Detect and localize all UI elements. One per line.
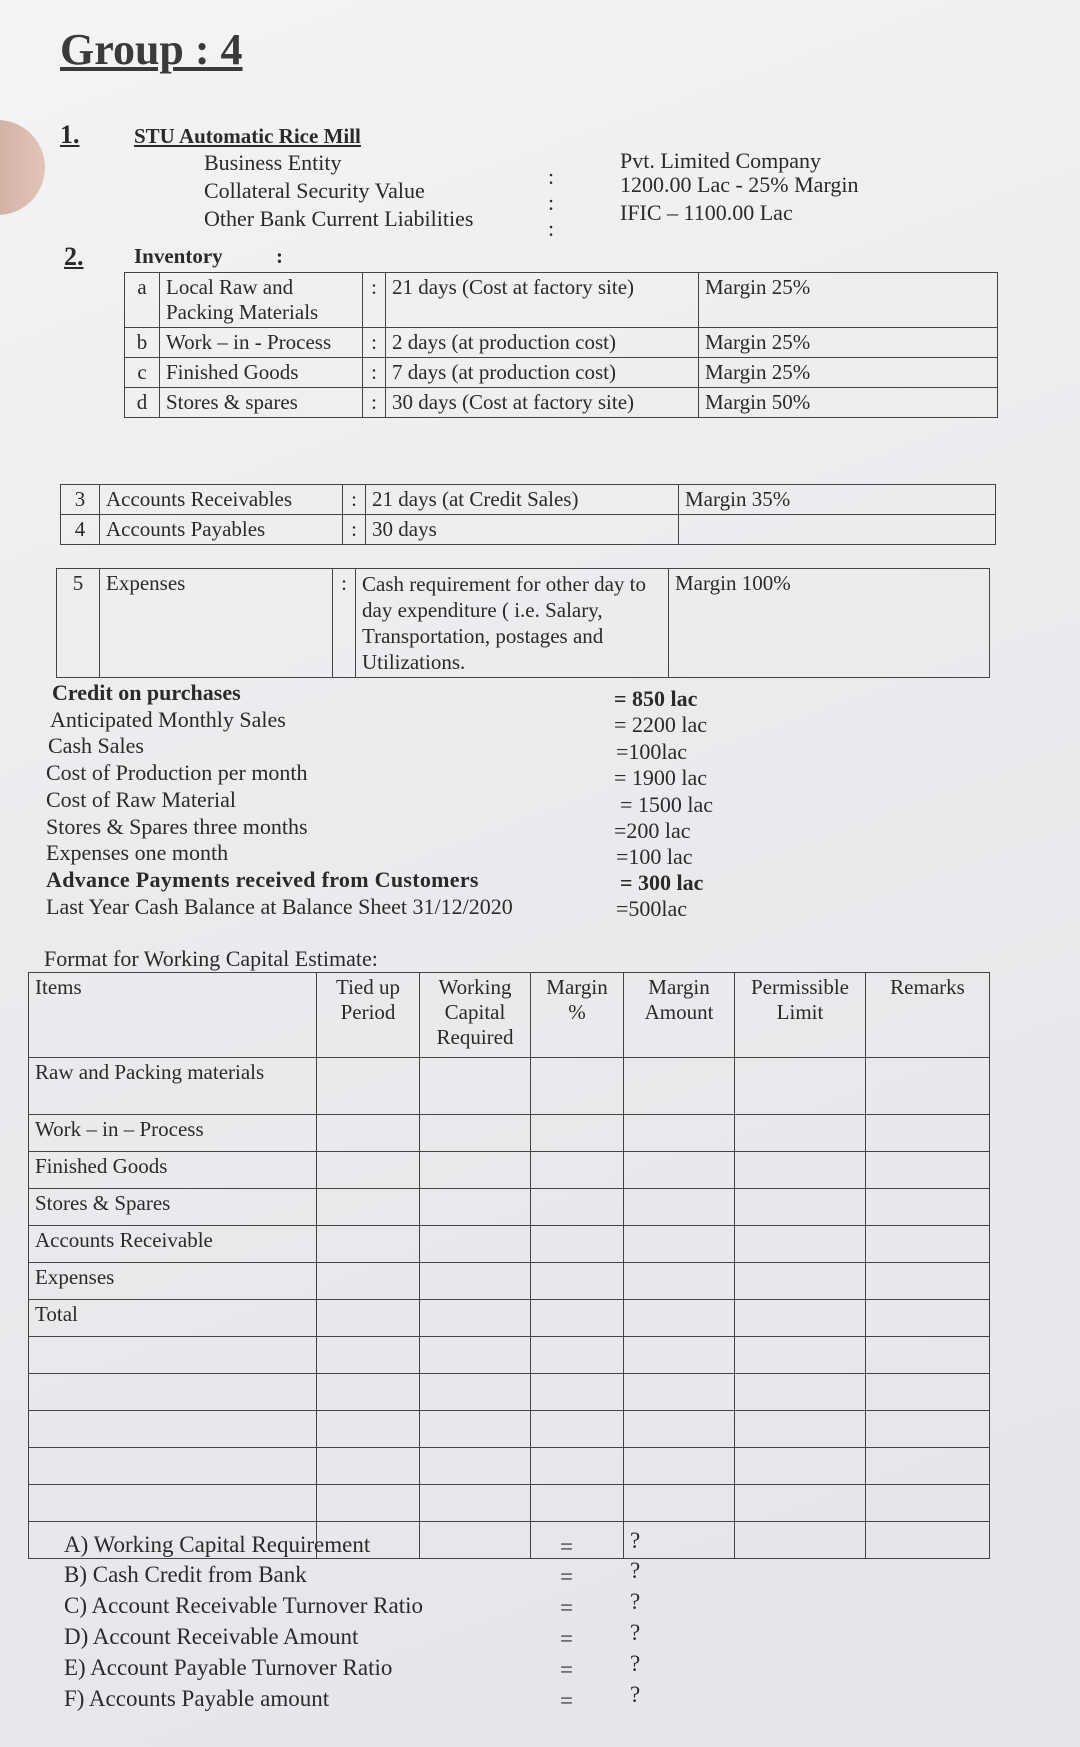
empty-cell	[420, 1115, 531, 1152]
empty-cell	[624, 1189, 735, 1226]
row-id: a	[125, 273, 160, 328]
question-answer: ?	[630, 1620, 641, 1645]
row-margin: Margin 100%	[669, 569, 990, 678]
question-label: D) Account Receivable Amount	[64, 1624, 359, 1649]
empty-cell	[735, 1337, 866, 1374]
format-caption: Format for Working Capital Estimate:	[44, 946, 378, 971]
figure-label: Cost of Production per month	[46, 760, 308, 785]
question-answer: ?	[630, 1682, 641, 1707]
question-answer: ?	[630, 1651, 641, 1676]
empty-cell	[735, 1448, 866, 1485]
empty-cell	[531, 1522, 624, 1559]
empty-cell	[866, 1411, 990, 1448]
figure-label: Credit on purchases	[52, 680, 241, 705]
empty-cell	[420, 1374, 531, 1411]
empty-cell	[866, 1337, 990, 1374]
detail-colon: :	[548, 216, 555, 241]
question-answer: ?	[630, 1558, 641, 1583]
figure-value: = 300 lac	[620, 870, 704, 895]
empty-cell	[29, 1374, 317, 1411]
empty-cell	[317, 1058, 420, 1115]
question-equals: =	[560, 1626, 573, 1651]
empty-cell	[735, 1485, 866, 1522]
table-row	[29, 1411, 990, 1448]
item-cell: Stores & Spares	[29, 1189, 317, 1226]
row-id: 5	[57, 569, 100, 678]
item-cell: Work – in – Process	[29, 1115, 317, 1152]
row-colon: :	[363, 388, 386, 418]
row-item: Expenses	[100, 569, 333, 678]
table-row	[29, 1152, 990, 1189]
empty-cell	[317, 1152, 420, 1189]
empty-cell	[531, 1189, 624, 1226]
table-row	[61, 515, 996, 545]
empty-cell	[531, 1374, 624, 1411]
detail-label: Other Bank Current Liabilities	[204, 206, 474, 231]
header-cell: Remarks	[866, 973, 990, 1058]
row-item: Accounts Payables	[100, 515, 343, 545]
empty-cell	[866, 1522, 990, 1559]
question-equals: =	[560, 1534, 573, 1559]
empty-cell	[866, 1058, 990, 1115]
row-id: d	[125, 388, 160, 418]
item-cell: Raw and Packing materials	[29, 1058, 317, 1115]
empty-cell	[420, 1522, 531, 1559]
empty-cell	[317, 1263, 420, 1300]
row-margin	[679, 515, 996, 545]
figure-label: Stores & Spares three months	[46, 814, 308, 839]
empty-cell	[420, 1300, 531, 1337]
figure-value: =100 lac	[616, 844, 693, 869]
empty-cell	[735, 1226, 866, 1263]
question-label: B) Cash Credit from Bank	[64, 1562, 307, 1587]
figure-value: =500lac	[616, 896, 688, 921]
row-id: b	[125, 328, 160, 358]
figure-label: Last Year Cash Balance at Balance Sheet 31/12/2020	[46, 894, 513, 919]
row-desc: Cash requirement for other day to day expenditure ( i.e. Salary, Transportation, postages and Utilizations.	[356, 569, 669, 678]
empty-cell	[531, 1263, 624, 1300]
empty-cell	[624, 1337, 735, 1374]
empty-cell	[420, 1263, 531, 1300]
empty-cell	[420, 1411, 531, 1448]
row-id: 3	[61, 485, 100, 515]
empty-cell	[866, 1485, 990, 1522]
item-cell: Expenses	[29, 1263, 317, 1300]
detail-value: 1200.00 Lac - 25% Margin	[620, 172, 859, 197]
empty-cell	[29, 1448, 317, 1485]
table-header-row	[29, 973, 990, 1058]
empty-cell	[420, 1485, 531, 1522]
empty-cell	[624, 1263, 735, 1300]
accounts-table	[60, 484, 996, 545]
header-cell: Margin Amount	[624, 973, 735, 1058]
detail-colon: :	[548, 164, 555, 189]
empty-cell	[624, 1152, 735, 1189]
empty-cell	[420, 1189, 531, 1226]
empty-cell	[735, 1374, 866, 1411]
item-cell: Finished Goods	[29, 1152, 317, 1189]
row-margin: Margin 25%	[699, 358, 998, 388]
table-row	[125, 358, 998, 388]
empty-cell	[624, 1485, 735, 1522]
empty-cell	[735, 1152, 866, 1189]
detail-label: Collateral Security Value	[204, 178, 425, 203]
empty-cell	[317, 1411, 420, 1448]
row-colon: :	[333, 569, 356, 678]
inventory-table	[124, 272, 998, 418]
inventory-colon: :	[276, 244, 283, 268]
header-cell: Permissible Limit	[735, 973, 866, 1058]
item-cell: Total	[29, 1300, 317, 1337]
empty-cell	[531, 1226, 624, 1263]
figure-value: = 850 lac	[614, 686, 698, 711]
empty-cell	[531, 1115, 624, 1152]
row-item: Stores & spares	[160, 388, 363, 418]
row-colon: :	[343, 485, 366, 515]
figure-value: =100lac	[616, 739, 688, 764]
row-margin: Margin 50%	[699, 388, 998, 418]
question-label: A) Working Capital Requirement	[64, 1532, 371, 1557]
empty-cell	[29, 1337, 317, 1374]
figure-label: Cost of Raw Material	[46, 787, 237, 812]
empty-cell	[317, 1337, 420, 1374]
empty-cell	[624, 1058, 735, 1115]
question-label: F) Accounts Payable amount	[64, 1686, 330, 1711]
empty-cell	[735, 1058, 866, 1115]
empty-cell	[735, 1115, 866, 1152]
empty-cell	[531, 1058, 624, 1115]
table-row	[29, 1448, 990, 1485]
row-id: c	[125, 358, 160, 388]
row-item: Accounts Receivables	[100, 485, 343, 515]
figure-label: Advance Payments received from Customers	[46, 867, 479, 892]
row-id: 4	[61, 515, 100, 545]
working-capital-table	[28, 972, 990, 1559]
empty-cell	[29, 1411, 317, 1448]
empty-cell	[317, 1115, 420, 1152]
figure-label: Cash Sales	[48, 733, 144, 758]
figure-value: = 2200 lac	[614, 712, 708, 737]
empty-cell	[317, 1300, 420, 1337]
table-row	[57, 569, 990, 678]
table-row	[29, 1485, 990, 1522]
header-cell: Margin %	[531, 973, 624, 1058]
empty-cell	[531, 1300, 624, 1337]
row-colon: :	[343, 515, 366, 545]
table-row	[29, 1374, 990, 1411]
empty-cell	[735, 1411, 866, 1448]
table-row	[29, 1226, 990, 1263]
table-row	[125, 273, 998, 328]
empty-cell	[420, 1152, 531, 1189]
row-item: Work – in - Process	[160, 328, 363, 358]
empty-cell	[866, 1448, 990, 1485]
empty-cell	[531, 1337, 624, 1374]
header-cell: Tied up Period	[317, 973, 420, 1058]
row-period: 30 days (Cost at factory site)	[386, 388, 699, 418]
figure-label: Expenses one month	[46, 840, 229, 865]
empty-cell	[420, 1058, 531, 1115]
row-colon: :	[363, 358, 386, 388]
empty-cell	[531, 1448, 624, 1485]
empty-cell	[866, 1374, 990, 1411]
row-colon: :	[363, 273, 386, 328]
table-row	[125, 328, 998, 358]
table-row	[29, 1263, 990, 1300]
page-title: Group : 4	[60, 25, 243, 74]
empty-cell	[866, 1226, 990, 1263]
detail-value: Pvt. Limited Company	[620, 148, 822, 173]
header-cell: Items	[29, 973, 317, 1058]
row-item: Finished Goods	[160, 358, 363, 388]
row-period: 21 days (at Credit Sales)	[366, 485, 679, 515]
empty-cell	[735, 1263, 866, 1300]
row-margin: Margin 35%	[679, 485, 996, 515]
empty-cell	[735, 1189, 866, 1226]
question-answer: ?	[630, 1589, 641, 1614]
question-answer: ?	[630, 1528, 641, 1553]
empty-cell	[624, 1226, 735, 1263]
header-cell: Working Capital Required	[420, 973, 531, 1058]
empty-cell	[420, 1337, 531, 1374]
empty-cell	[420, 1448, 531, 1485]
empty-cell	[866, 1152, 990, 1189]
item-cell: Accounts Receivable	[29, 1226, 317, 1263]
question-equals: =	[560, 1657, 573, 1682]
empty-cell	[624, 1374, 735, 1411]
row-period: 2 days (at production cost)	[386, 328, 699, 358]
question-label: C) Account Receivable Turnover Ratio	[64, 1593, 423, 1618]
row-period: 7 days (at production cost)	[386, 358, 699, 388]
expenses-table	[56, 568, 990, 678]
table-row	[125, 388, 998, 418]
table-row	[29, 1300, 990, 1337]
row-period: 21 days (Cost at factory site)	[386, 273, 699, 328]
empty-cell	[735, 1522, 866, 1559]
detail-label: Business Entity	[204, 150, 342, 175]
table-row	[29, 1115, 990, 1152]
table-row	[29, 1337, 990, 1374]
detail-colon: :	[548, 190, 555, 215]
empty-cell	[317, 1189, 420, 1226]
empty-cell	[531, 1152, 624, 1189]
empty-cell	[29, 1485, 317, 1522]
empty-cell	[624, 1300, 735, 1337]
empty-cell	[866, 1189, 990, 1226]
row-margin: Margin 25%	[699, 328, 998, 358]
empty-cell	[317, 1374, 420, 1411]
inventory-label: Inventory	[134, 244, 223, 268]
empty-cell	[317, 1485, 420, 1522]
table-row	[61, 485, 996, 515]
company-name: STU Automatic Rice Mill	[134, 124, 361, 148]
figure-value: = 1500 lac	[620, 792, 714, 817]
question-label: E) Account Payable Turnover Ratio	[64, 1655, 393, 1680]
empty-cell	[317, 1448, 420, 1485]
empty-cell	[624, 1448, 735, 1485]
figure-label: Anticipated Monthly Sales	[50, 707, 286, 732]
question-equals: =	[560, 1595, 573, 1620]
empty-cell	[531, 1485, 624, 1522]
row-period: 30 days	[366, 515, 679, 545]
section-2-number: 2.	[64, 242, 84, 271]
empty-cell	[317, 1226, 420, 1263]
row-item: Local Raw and Packing Materials	[160, 273, 363, 328]
question-equals: =	[560, 1688, 573, 1713]
empty-cell	[735, 1300, 866, 1337]
empty-cell	[531, 1411, 624, 1448]
figure-value: =200 lac	[614, 818, 691, 843]
empty-cell	[420, 1226, 531, 1263]
empty-cell	[866, 1263, 990, 1300]
figure-value: = 1900 lac	[614, 765, 708, 790]
detail-value: IFIC – 1100.00 Lac	[620, 200, 793, 225]
table-row	[29, 1058, 990, 1115]
empty-cell	[624, 1115, 735, 1152]
empty-cell	[624, 1411, 735, 1448]
empty-cell	[866, 1115, 990, 1152]
row-margin: Margin 25%	[699, 273, 998, 328]
row-colon: :	[363, 328, 386, 358]
table-row	[29, 1189, 990, 1226]
section-1-number: 1.	[60, 120, 80, 149]
empty-cell	[866, 1300, 990, 1337]
question-equals: =	[560, 1564, 573, 1589]
